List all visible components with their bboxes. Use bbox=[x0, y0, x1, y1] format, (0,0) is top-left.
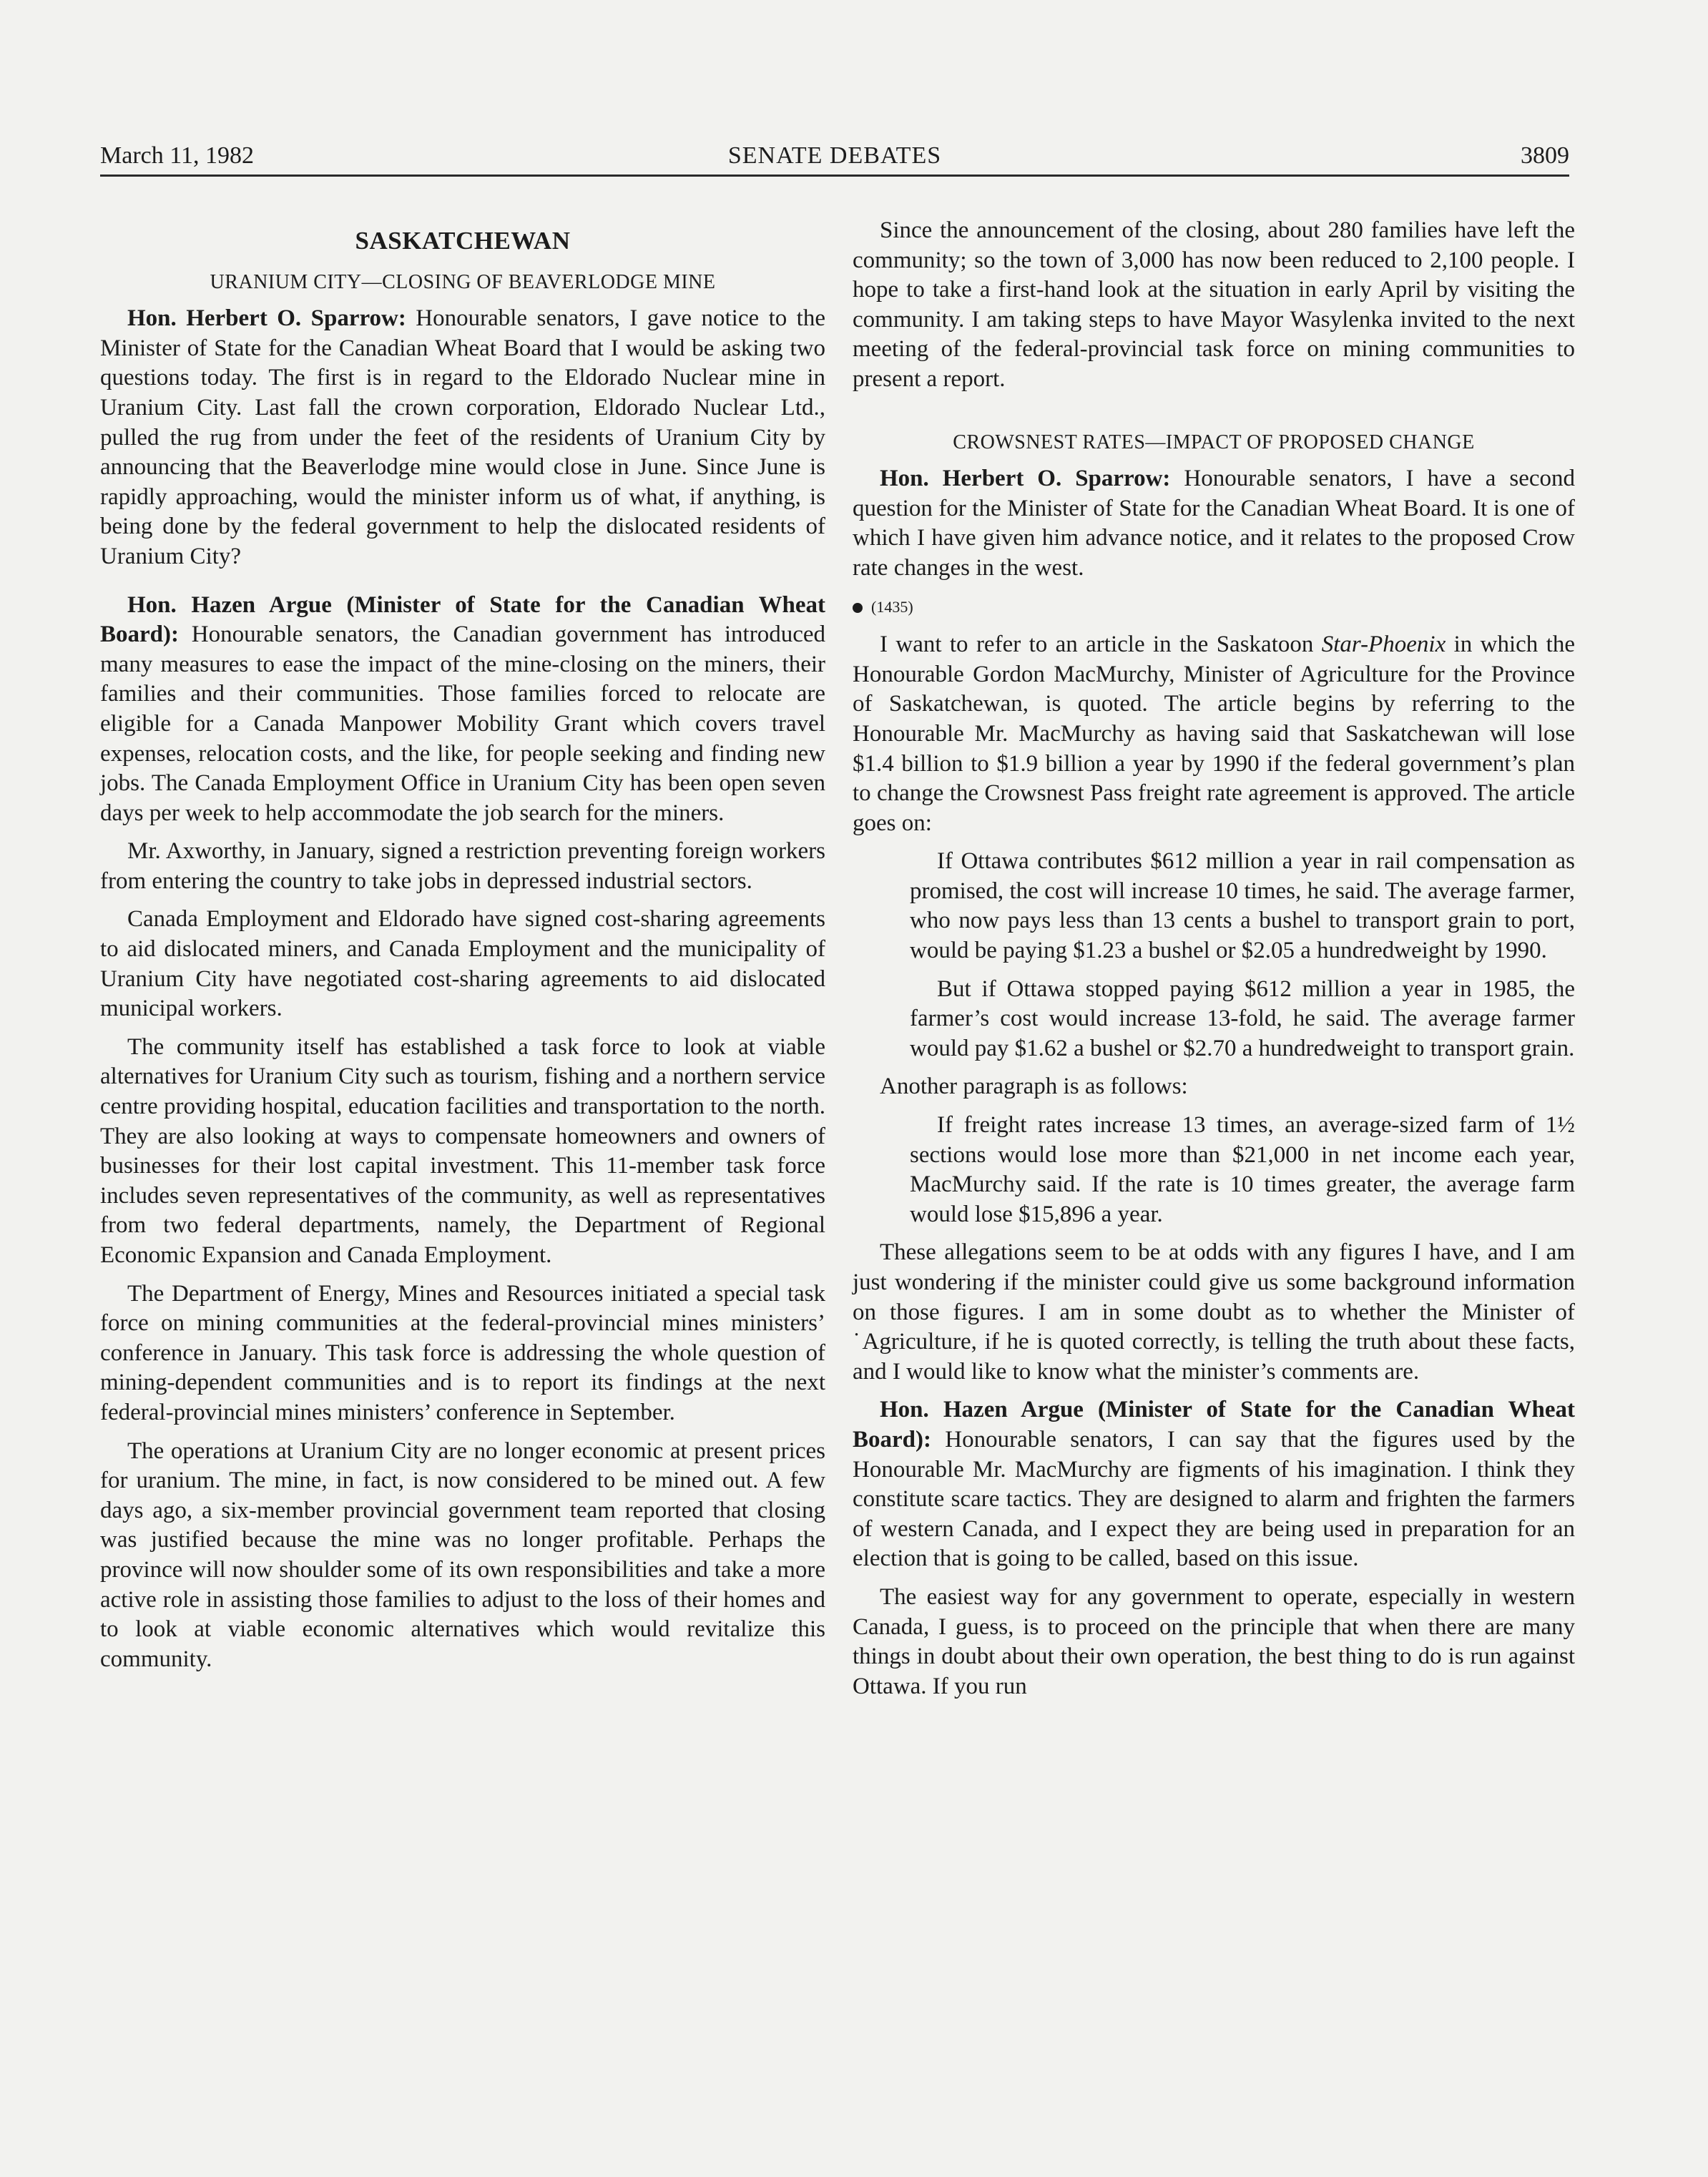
paragraph: The community itself has established a task force to look at viable alternatives for Uranium City such as tourism, fishing and a northern service centre providing hospital, education facilities and transportation to the north. They are also looking at ways to compensate homeowners and owners of businesses for their lost capital investment. This 11-member task force includes seven representatives of the community, as well as representatives from two federal departments, namely, the Department of Regional Economic Expansion and Canada Employment. bbox=[100, 1033, 825, 1268]
block-quote bbox=[910, 1111, 1575, 1229]
paragraph bbox=[853, 630, 1575, 838]
paragraph: Since the announcement of the closing, about 280 families have left the community; so the town of 3,000 has now been reduced to 2,100 people. I hope to take a first-hand look at the situation in early April by visiting the community. I am taking steps to have Mayor Wasylenka invited to the next meeting of the federal-provincial task force on mining communities to present a report. bbox=[853, 217, 1575, 392]
quote-paragraph: If Ottawa contributes $612 million a year in rail compensation as promised, the cost will increase 10 times, he said. The average farmer, who now pays less than 13 cents a bushel to transport grain to port, would be paying $1.23 a bushel or $2.05 a hundredweight by 1990. bbox=[910, 848, 1575, 964]
speaker-name: Hon. Herbert O. Sparrow: bbox=[880, 466, 1171, 492]
time-marker bbox=[853, 592, 1575, 622]
subhead-crowsnest-rates: CROWSNEST RATES—IMPACT OF PROPOSED CHANGE bbox=[953, 431, 1475, 453]
speech-text: Honourable senators, I gave notice to the Minister of State for the Canadian Wheat Board that I would be asking two questions today. The first is in regard to the Eldorado Nuclear mine in Uranium City. Last fall the crown corporation, Eldorado Nuclear Ltd., pulled the rug from under the feet of the residents of Uranium City by announcing that the Beaverlodge mine would close in June. Since June is rapidly approaching, would the minister inform us of what, if anything, is being done by the federal government to help the dislocated residents of Uranium City? bbox=[100, 305, 825, 569]
speech-text: Honourable senators, I have a second question for the Minister of State for the Canadian Wheat Board. It is one of which I have given him advance notice, and it relates to the proposed Crow rate changes in the west. bbox=[853, 466, 1575, 581]
section-title: SASKATCHEWAN bbox=[355, 227, 571, 255]
paragraph: These allegations seem to be at odds with any figures I have, and I am just wondering if the minister could give us some background information on those figures. I am in some doubt as to whether the Minister of ˙Agriculture, if he is quoted correctly, is telling the truth about these facts, and I would like to know what the minister’s comments are. bbox=[853, 1239, 1575, 1385]
text-run: I want to refer to an article in the Saskatoon bbox=[880, 632, 1322, 658]
paragraph: Canada Employment and Eldorado have signed cost-sharing agreements to aid dislocated miners, and Canada Employment and the municipality of Uranium City have negotiated cost-sharing agreements to aid dislocated municipal workers. bbox=[100, 906, 825, 1022]
header-page-number: 3809 bbox=[1521, 142, 1569, 169]
paragraph: Mr. Axworthy, in January, signed a restriction preventing foreign workers from entering the country to take jobs in depressed industrial sectors. bbox=[100, 838, 825, 894]
paragraph: The operations at Uranium City are no longer economic at present prices for uranium. The mine, in fact, is now considered to be mined out. A few days ago, a six-member provincial government team reported that closing was justified because the mine was no longer profitable. Perhaps the province will now shoulder some of its own responsibilities and take a more active role in assisting those families to adjust to the loss of their homes and to look at viable economic alternatives which would revitalize this community. bbox=[100, 1438, 825, 1672]
subhead-uranium-city: URANIUM CITY—CLOSING OF BEAVERLODGE MINE bbox=[210, 270, 716, 293]
paragraph bbox=[853, 464, 1575, 583]
speech-text: Honourable senators, I can say that the figures used by the Honourable Mr. MacMurchy are figments of his imagination. I think they constitute scare tactics. They are designed to alarm and frighten the farmers of western Canada, and I expect they are being used in preparation for an election that is going to be called, based on this issue. bbox=[853, 1426, 1575, 1572]
bullet-icon bbox=[853, 603, 863, 613]
text-run: in which the Honourable Gordon MacMurchy, Minister of Agriculture for the Province of Saskatchewan, is quoted. The article begins by referring to the Honourable Mr. MacMurchy as having said that Saskatchewan will lose $1.4 billion to $1.9 billion a year by 1990 if the federal government’s plan to change the Crowsnest Pass freight rate agreement is approved. The article goes on: bbox=[853, 632, 1575, 836]
newspaper-name: Star-Phoenix bbox=[1321, 632, 1446, 658]
speaker-name: Hon. Herbert O. Sparrow: bbox=[127, 305, 406, 332]
header-title: SENATE DEBATES bbox=[727, 142, 942, 169]
header-date: March 11, 1982 bbox=[100, 142, 254, 169]
running-head bbox=[100, 137, 1569, 177]
speaker-name: Hon. Hazen Argue (Minister of State for the Canadian Wheat Board): bbox=[100, 591, 825, 648]
right-column bbox=[853, 216, 1575, 1710]
paragraph bbox=[100, 591, 825, 829]
block-quote bbox=[910, 847, 1575, 1063]
speaker-name: Hon. Hazen Argue (Minister of State for the Canadian Wheat Board): bbox=[853, 1397, 1575, 1453]
paragraph: The easiest way for any government to operate, especially in western Canada, I guess, is to proceed on the principle that when there are many things in doubt about their own operation, the best thing to do is run against Ottawa. If you run bbox=[853, 1583, 1575, 1699]
time-marker-label: (1435) bbox=[871, 597, 913, 616]
left-column bbox=[100, 216, 825, 1683]
paragraph: The Department of Energy, Mines and Resources initiated a special task force on mining communities at the federal-provincial mines ministers’ conference in January. This task force is addressing the whole question of mining-dependent communities and is to report its findings at the next federal-provincial mines ministers’ conference in September. bbox=[100, 1280, 825, 1425]
speech-text: Honourable senators, the Canadian government has introduced many measures to ease the impact of the mine-closing on the miners, their families and their communities. Those families forced to relocate are eligible for a Canada Manpower Mobility Grant which covers travel expenses, relocation costs, and the like, for people seeking and finding new jobs. The Canada Employment Office in Uranium City has been open seven days per week to help accommodate the job search for the miners. bbox=[100, 621, 825, 826]
paragraph: Another paragraph is as follows: bbox=[880, 1073, 1188, 1100]
paragraph bbox=[100, 304, 825, 571]
paragraph bbox=[853, 1395, 1575, 1574]
quote-paragraph: If freight rates increase 13 times, an average-sized farm of 1½ sections would lose more than $21,000 in net income each year, MacMurchy said. If the rate is 10 times greater, the average farm would lose $15,896 a year. bbox=[910, 1112, 1575, 1227]
quote-paragraph: But if Ottawa stopped paying $612 million a year in 1985, the farmer’s cost would increase 13-fold, he said. The average farmer would pay $1.62 a bushel or $2.70 a hundredweight to transport grain. bbox=[910, 976, 1575, 1061]
